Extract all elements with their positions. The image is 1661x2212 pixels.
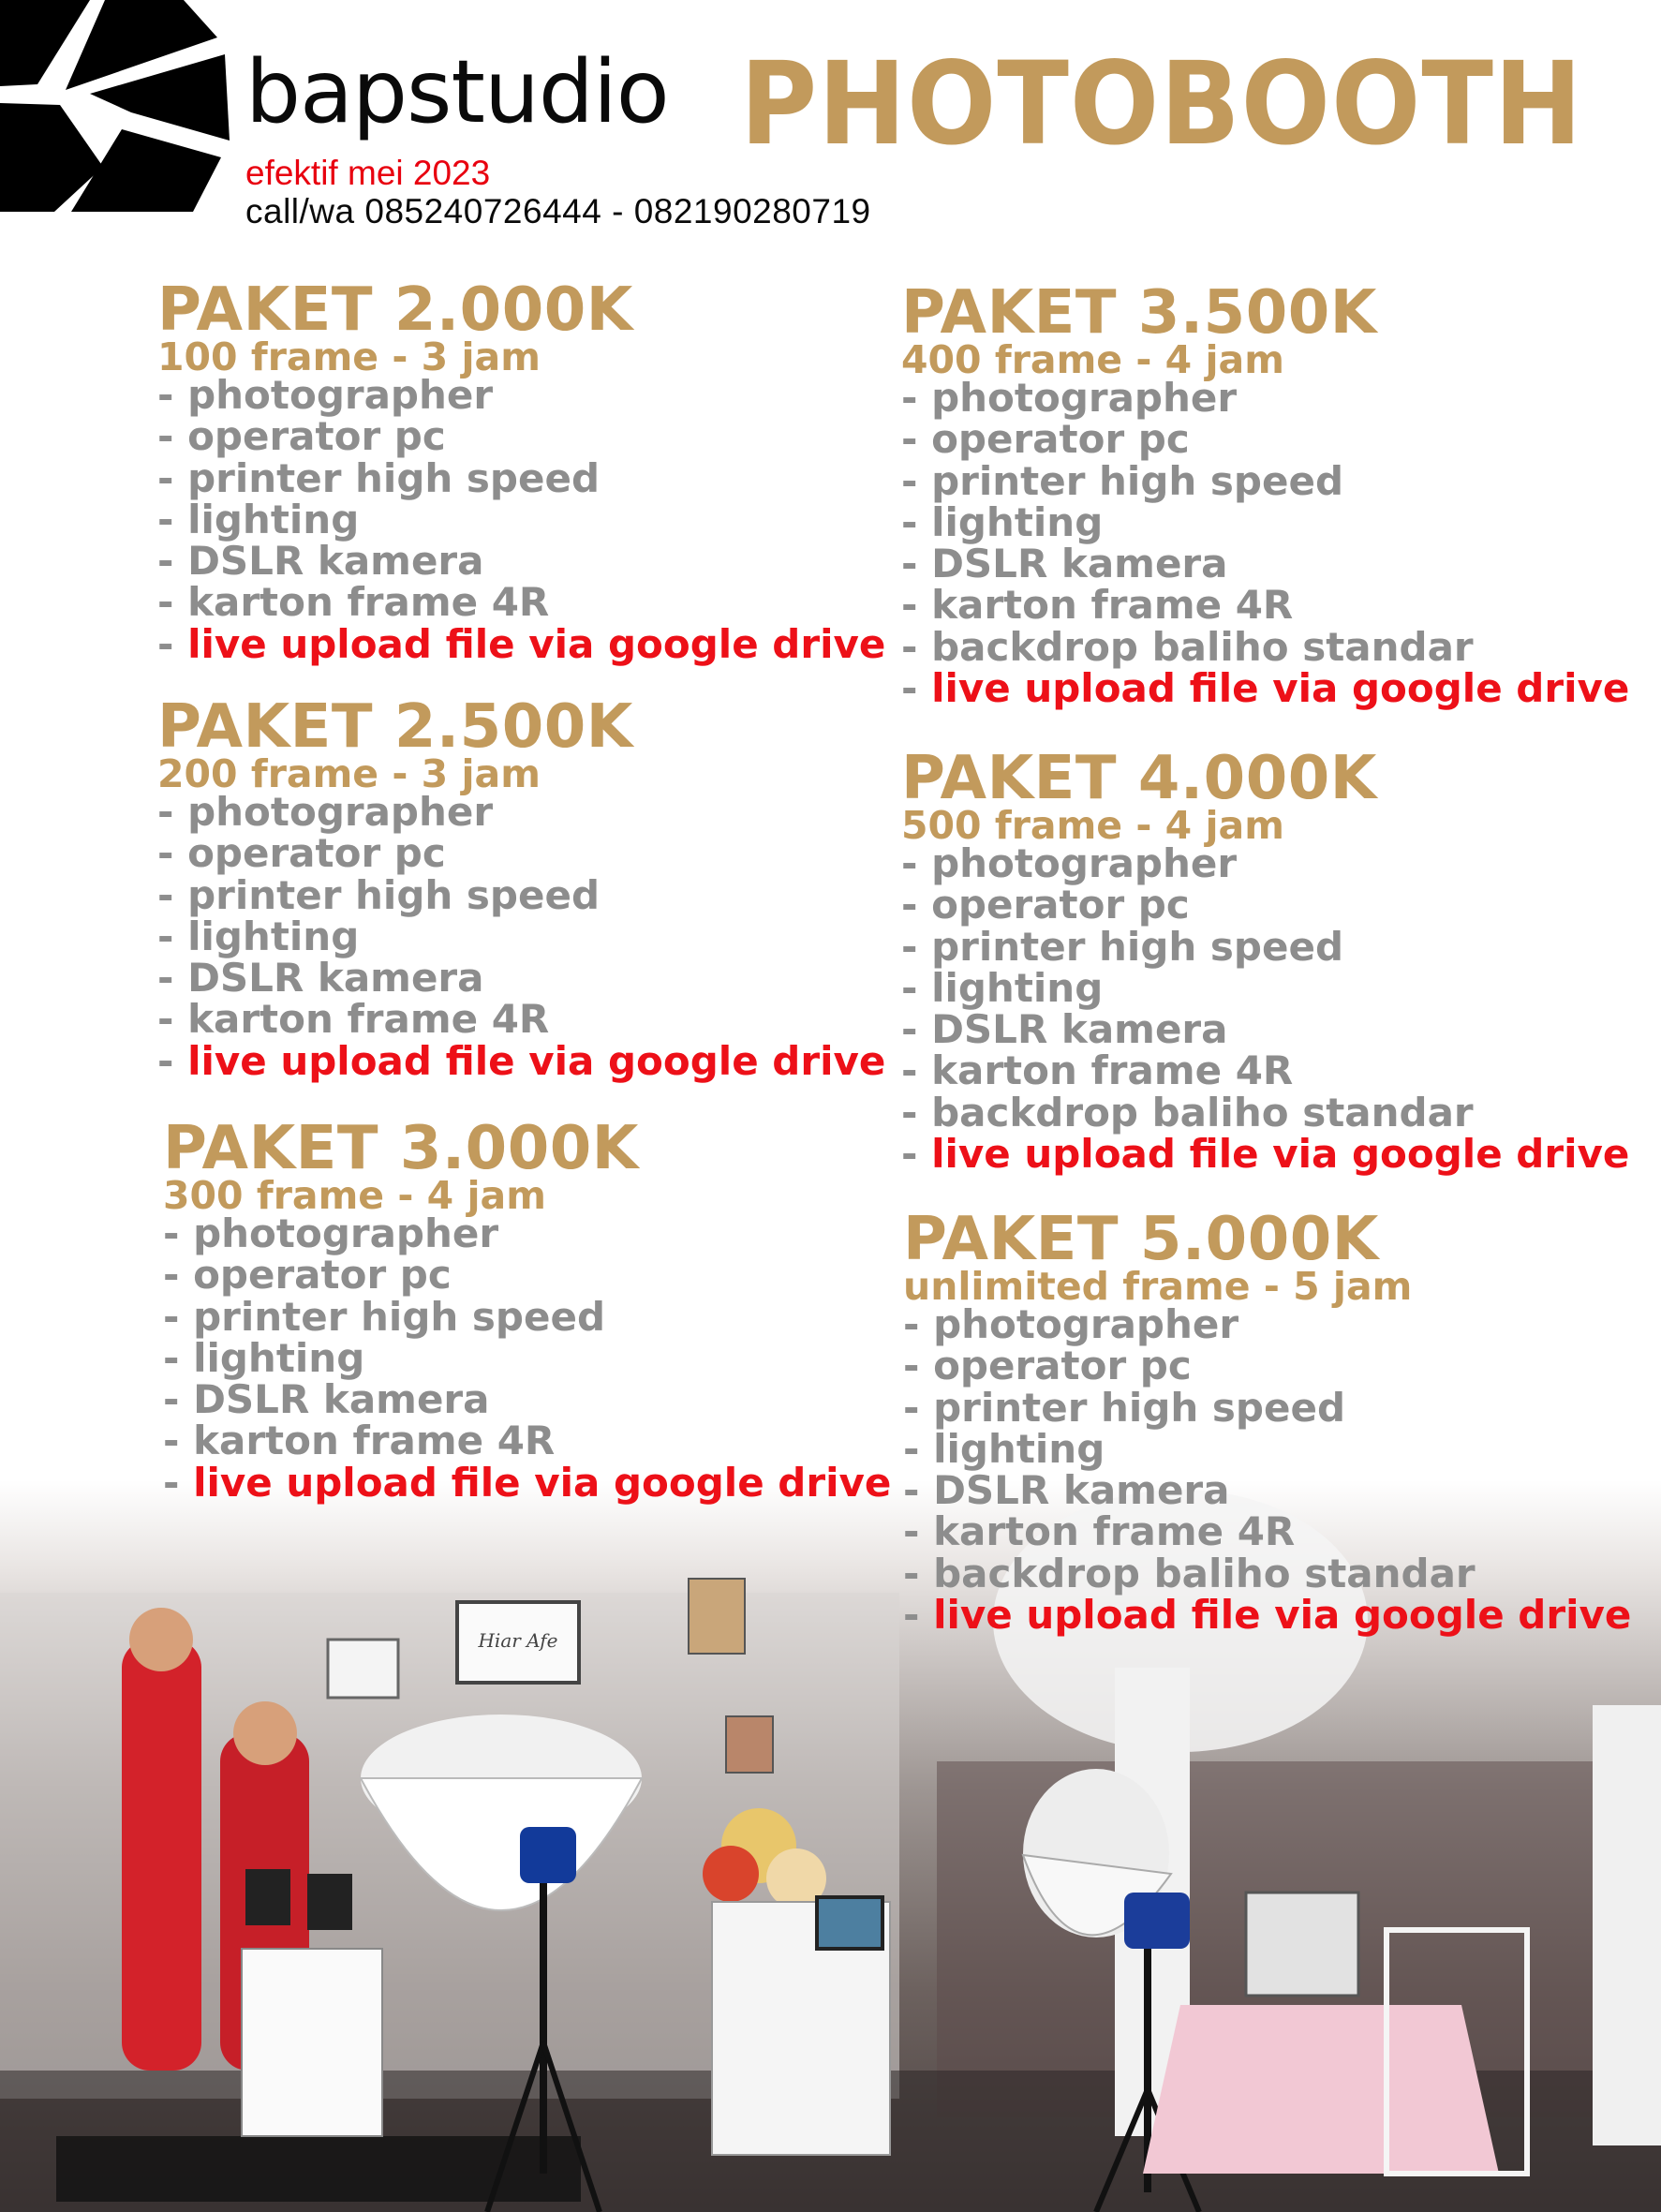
list-item: - lighting (163, 1334, 365, 1381)
package-title: PAKET 2.000K (157, 275, 633, 345)
list-item: - lighting (157, 496, 360, 542)
list-item: - operator pc (901, 416, 1190, 463)
package-3000k (163, 1114, 892, 1506)
list-item-highlight: - live upload file via google drive (157, 1037, 886, 1084)
feature-list (901, 840, 1630, 1178)
list-item: - karton frame 4R (901, 1047, 1294, 1094)
list-item: - DSLR kamera (903, 1467, 1230, 1514)
list-item: - operator pc (157, 413, 446, 460)
list-item: - DSLR kamera (163, 1376, 490, 1423)
effective-date: efektif mei 2023 (245, 154, 491, 192)
list-item: - karton frame 4R (157, 996, 550, 1043)
package-title: PAKET 4.000K (901, 744, 1377, 813)
package-subtitle: 500 frame - 4 jam (901, 803, 1284, 848)
list-item: - backdrop baliho standar (903, 1550, 1476, 1596)
package-title: PAKET 3.000K (163, 1114, 639, 1183)
list-item: - lighting (157, 913, 360, 959)
feature-list (163, 1210, 892, 1506)
package-subtitle: 300 frame - 4 jam (163, 1173, 546, 1218)
list-item: - DSLR kamera (901, 541, 1228, 587)
feature-list (901, 375, 1630, 712)
list-item-highlight: - live upload file via google drive (903, 1592, 1632, 1639)
list-item: - photographer (157, 789, 494, 835)
list-item: - operator pc (901, 882, 1190, 928)
photo-frame-text: Hiar Afe (478, 1629, 558, 1652)
list-item: - lighting (901, 498, 1104, 545)
package-subtitle: 100 frame - 3 jam (157, 334, 541, 379)
feature-list (903, 1301, 1632, 1639)
list-item-highlight: - live upload file via google drive (901, 665, 1630, 712)
list-item: - printer high speed (903, 1384, 1346, 1431)
package-subtitle: unlimited frame - 5 jam (903, 1264, 1413, 1309)
package-subtitle: 200 frame - 3 jam (157, 751, 541, 796)
list-item: - operator pc (163, 1252, 452, 1299)
package-title: PAKET 3.500K (901, 278, 1377, 348)
package-2500k (157, 692, 886, 1084)
list-item: - backdrop baliho standar (901, 1089, 1474, 1136)
list-item: - lighting (903, 1425, 1105, 1472)
list-item: - printer high speed (901, 457, 1344, 504)
package-4000k (901, 744, 1630, 1178)
package-5000k (903, 1205, 1632, 1639)
list-item: - DSLR kamera (157, 955, 484, 1002)
list-item: - operator pc (903, 1343, 1192, 1389)
package-title: PAKET 2.500K (157, 692, 633, 762)
list-item: - photographer (901, 375, 1238, 421)
list-item: - printer high speed (157, 871, 601, 918)
list-item: - backdrop baliho standar (901, 623, 1474, 670)
list-item: - lighting (901, 964, 1104, 1011)
camera-aperture-logo-icon (0, 0, 234, 215)
page-title: PHOTOBOOTH (740, 37, 1583, 171)
list-item: - printer high speed (163, 1293, 606, 1340)
list-item: - karton frame 4R (901, 582, 1294, 629)
list-item: - photographer (163, 1210, 499, 1256)
list-item: - DSLR kamera (157, 538, 484, 585)
contact-line: call/wa 085240726444 - 082190280719 (245, 192, 871, 230)
package-2000k (157, 275, 886, 667)
list-item: - karton frame 4R (903, 1508, 1296, 1555)
brand-name: bapstudio (245, 41, 669, 142)
package-subtitle: 400 frame - 4 jam (901, 337, 1284, 382)
package-title: PAKET 5.000K (903, 1205, 1379, 1274)
package-3500k (901, 278, 1630, 712)
list-item-highlight: - live upload file via google drive (163, 1459, 892, 1506)
list-item-highlight: - live upload file via google drive (157, 620, 886, 667)
list-item: - DSLR kamera (901, 1006, 1228, 1053)
feature-list (157, 789, 886, 1084)
list-item: - printer high speed (157, 454, 601, 501)
list-item: - photographer (901, 840, 1238, 886)
list-item: - photographer (157, 372, 494, 418)
feature-list (157, 372, 886, 667)
list-item: - photographer (903, 1301, 1239, 1347)
list-item: - operator pc (157, 830, 446, 877)
list-item: - karton frame 4R (163, 1418, 556, 1464)
list-item: - karton frame 4R (157, 579, 550, 626)
list-item: - printer high speed (901, 923, 1344, 970)
list-item-highlight: - live upload file via google drive (901, 1131, 1630, 1178)
